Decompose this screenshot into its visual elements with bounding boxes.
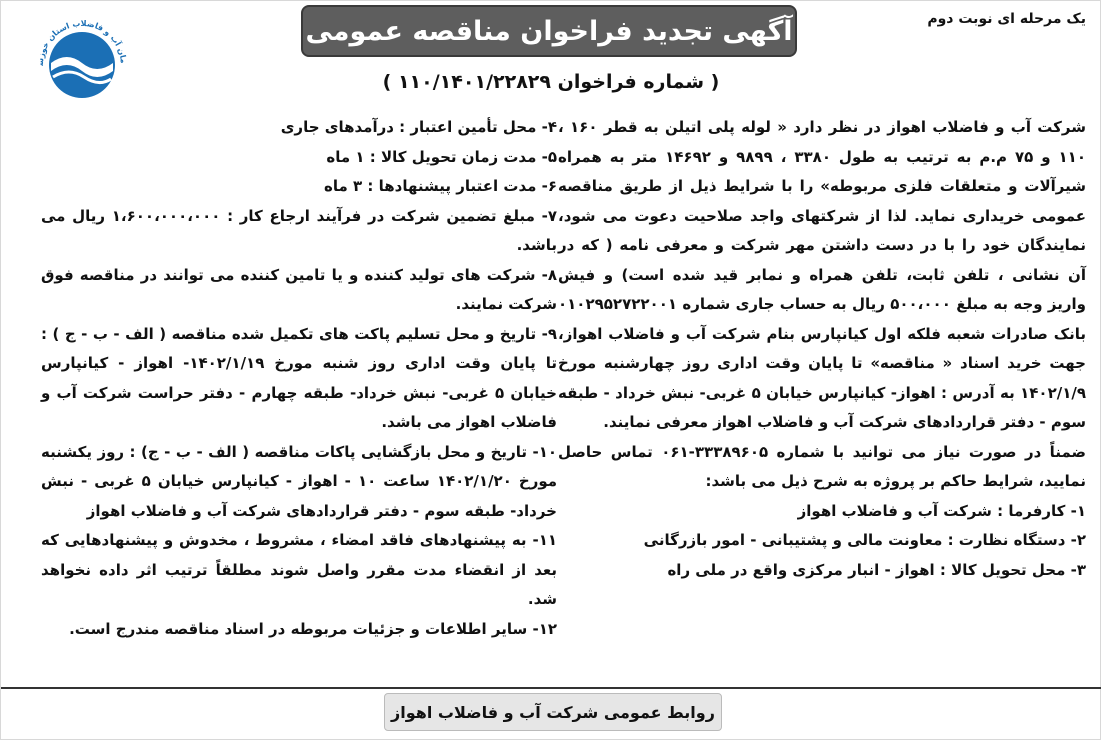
condition-item: ۵- مدت زمان تحویل کالا : ۱ ماه [326,147,557,166]
title-banner [301,5,797,57]
left-column [41,113,557,644]
footer-box [384,693,722,731]
paragraph-intro: شرکت آب و فاضلاب اهواز در نظر دارد « لوله پلی اتیلن به قطر ۱۶۰ ، ۱۱۰ و ۷۵ م.م به ترتیب به طول ۳۳۸۰ ، ۹۸۹۹ و ۱۴۶۹۲ متر به همراه شیرآلات و متعلقات فلزی مربوطه» را با شرایط ذیل از طریق مناقصه عمومی خریداری نماید. لذا از شرکتهای واجد صلاحیت دعوت می شود، نمایندگان خود را با در دست داشتن مهر شرکت و معرفی نامه ( که در آن نشانی ، تلفن ثابت، تلفن همراه و نمابر قید شده است) و فیش واریز وجه به مبلغ ۵۰۰،۰۰۰ ریال به حساب جاری شماره ۰۱۰۲۹۵۲۷۲۲۰۰۱ بانک صادرات شعبه فلکه اول کیانپارس بنام شرکت آب و فاضلاب اهواز، جهت خرید اسناد « مناقصه» تا پایان وقت اداری روز چهارشنبه مورخ ۱۴۰۲/۱/۹ به آدرس : اهواز- کیانپارس خیابان ۵ غربی- نبش خرداد - طبقه سوم - دفتر قراردادهای شرکت آب و فاضلاب اهواز معرفی نمایند. [558,118,1086,431]
call-number: ( شماره فراخوان ۱۱۰/۱۴۰۱/۲۲۸۲۹ ) [382,71,720,93]
condition-item: ۸- شرکت های تولید کننده و یا تامین کننده می توانند در مناقصه فوق شرکت نمایند. [41,265,557,313]
condition-item: ۴- محل تأمین اعتبار : درآمدهای جاری [280,118,557,136]
condition-item: ۲- دستگاه نظارت : معاونت مالی و پشتیبانی - امور بازرگانی [643,531,1086,549]
condition-item: ۱۲- سایر اطلاعات و جزئیات مربوطه در اسناد مناقصه مندرج است. [69,619,557,638]
water-company-logo [29,9,135,103]
condition-item: ۹- تاریخ و محل تسلیم پاکت های تکمیل شده مناقصه ( الف - ب - ج ) : تا پایان وقت اداری روز شنبه مورخ ۱۴۰۲/۱/۱۹- اهواز - کیانپارس خیابان ۵ غربی- نبش خرداد- طبقه چهارم - دفتر حراست شرکت آب و فاضلاب اهواز می باشد. [41,324,557,431]
paragraph-contact: ضمناً در صورت نیاز می توانید با شماره ۳۳۳۸۹۶۰۵-۰۶۱ تماس حاصل نمایید، شرایط حاکم بر پروژه به شرح ذیل می باشد: [558,442,1086,490]
right-column [558,113,1086,585]
condition-item: ۱- کارفرما : شرکت آب و فاضلاب اهواز [797,501,1086,520]
footer-divider [1,687,1101,689]
condition-item: ۳- محل تحویل کالا : اهواز - انبار مرکزی واقع در ملی راه [667,560,1086,579]
footer-text: روابط عمومی شرکت آب و فاضلاب اهواز [391,702,715,722]
condition-item: ۱۱- به پیشنهادهای فاقد امضاء ، مشروط ، مخدوش و پیشنهادهایی که بعد از انقضاء مدت مقرر واصل شوند مطلقاً ترتیب اثر داده نخواهد شد. [41,531,557,608]
condition-item: ۶- مدت اعتبار پیشنهادها : ۳ ماه [324,177,557,195]
stage-note: یک مرحله ای نوبت دوم [927,11,1086,27]
condition-item: ۷- مبلغ تضمین شرکت در فرآیند ارجاع کار : ۱،۶۰۰،۰۰۰،۰۰۰ ریال می باشد. [41,206,557,254]
condition-item: ۱۰- تاریخ و محل بازگشایی پاکات مناقصه ( الف - ب - ج) : روز یکشنبه مورخ ۱۴۰۲/۱/۲۰ ساعت ۱۰ - اهواز - کیانپارس خیابان ۵ غربی - نبش خرداد- طبقه سوم - دفتر قراردادهای شرکت آب و فاضلاب اهواز [41,442,558,520]
logo-text: مان آب و فاضلاب استان خوزس [35,18,129,67]
notice-title: آگهی تجدید فراخوان مناقصه عمومی [305,15,793,47]
